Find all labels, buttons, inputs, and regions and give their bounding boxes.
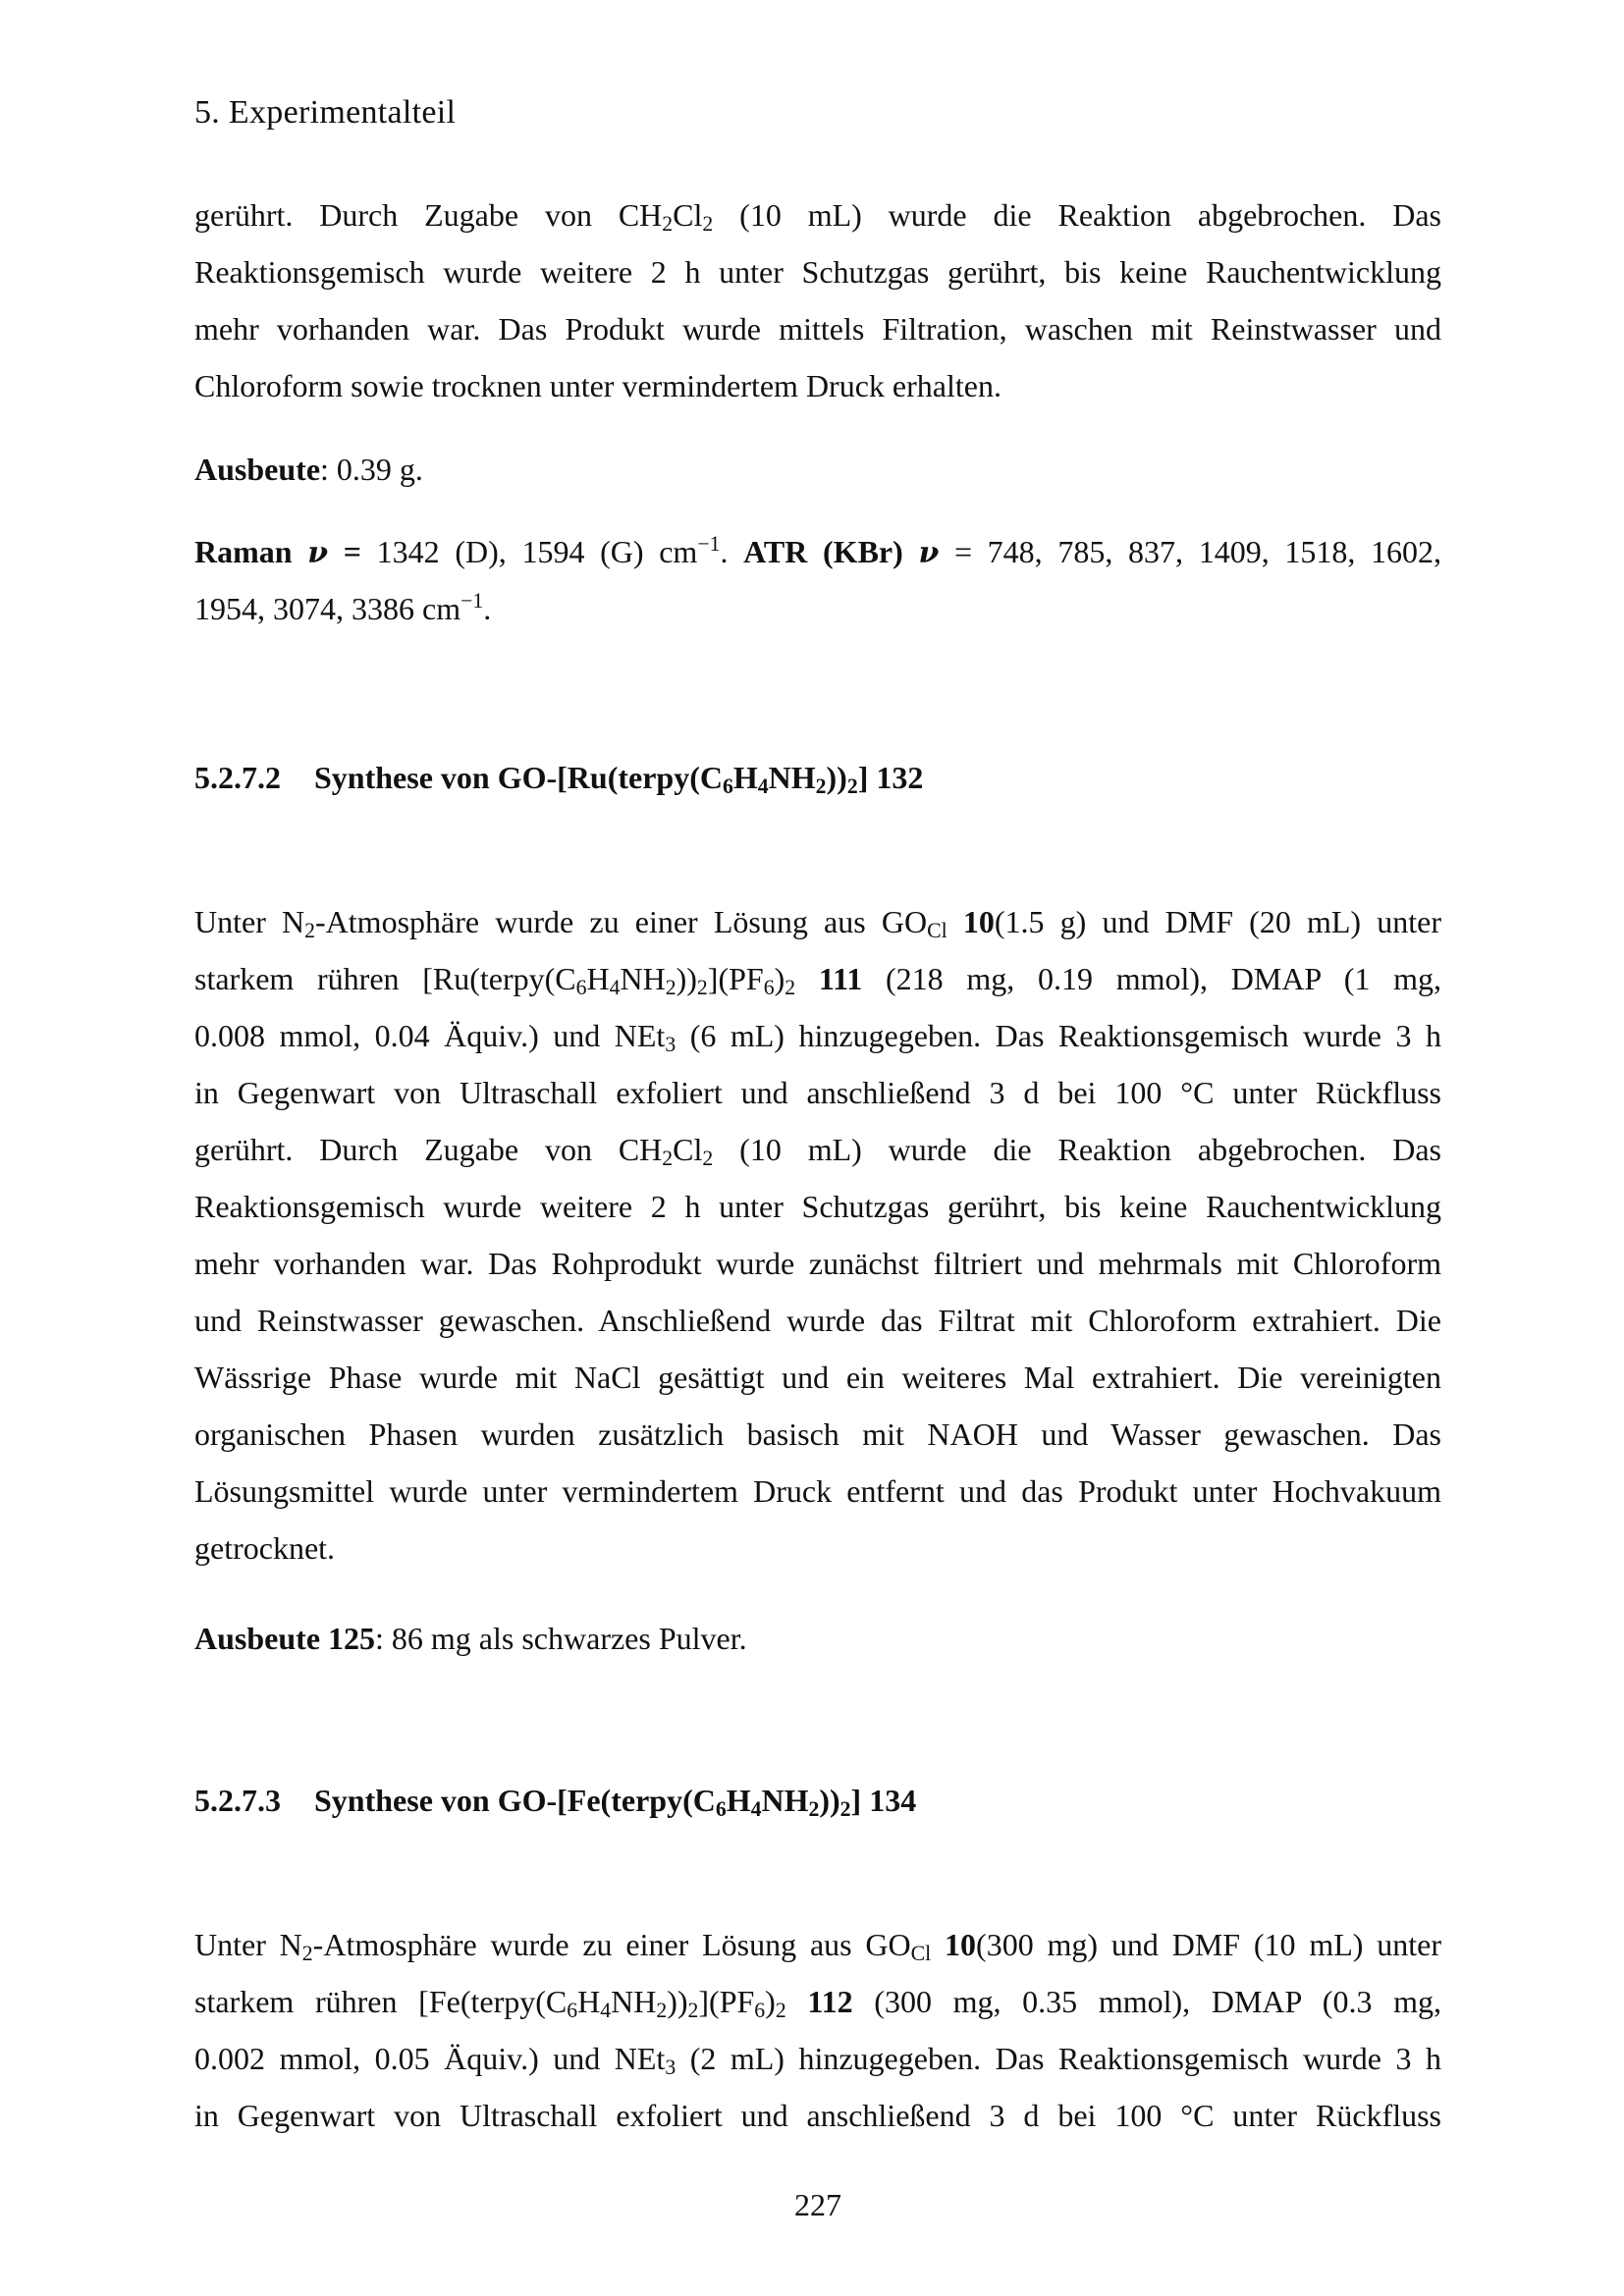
text-line: Raman ν = 1342 (D), 1594 (G) $cm^{-1}$. ATR (KBr) ν = 748, 785, 837, 1409, 1518, 1602, — [194, 532, 1442, 570]
text-line: mehr vorhanden war. Das Produkt wurde mittels Filtration, waschen mit Reinstwasser und — [194, 311, 1441, 347]
section-number: 5.2.7.3 — [194, 1783, 281, 1818]
text-line: Reaktionsgemisch wurde weitere 2 h unter Schutzgas gerührt, bis keine Rauchentwicklung — [194, 254, 1441, 290]
yield-value: : 0.39 g. — [320, 452, 423, 487]
text-line: mehr vorhanden war. Das Rohprodukt wurde zunächst filtriert und mehrmals mit Chloroform — [194, 1246, 1441, 1281]
text-line: gerührt. Durch Zugabe von $CH_2Cl_2$ (10 mL) wurde die Reaktion abgebrochen. Das — [194, 1132, 1442, 1170]
spectra-paragraph — [194, 523, 1441, 637]
text-line: starkem rühren $[Ru(terpy(C_6H_4NH_2))_2](PF_6)_2$ 111 (218 mg, 0.19 mmol), DMAP (1 mg, — [194, 961, 1442, 999]
text-line: Wässrige Phase wurde mit NaCl gesättigt und ein weiteres Mal extrahiert. Die vereinigten — [194, 1360, 1441, 1395]
text-line: starkem rühren $[Fe(terpy(C_6H_4NH_2))_2](PF_6)_2$ 112 (300 mg, 0.35 mmol), DMAP (0.3 mg, — [194, 1984, 1442, 2022]
document-page — [194, 0, 1441, 2296]
text-line: 0.002 mmol, 0.05 Äquiv.) und NEt$_3$ (2 mL) hinzugegeben. Das Reaktionsgemisch wurde 3 h — [194, 2041, 1442, 2079]
text-line: getrocknet. — [194, 1530, 336, 1566]
text-line: in Gegenwart von Ultraschall exfoliert und anschließend 3 d bei 100 °C unter Rückfluss — [194, 2098, 1441, 2133]
text-line: 1954, 3074, 3386 $cm^{-1}$. — [194, 589, 492, 626]
procedure-paragraph — [194, 1916, 1441, 2144]
yield-value: : 86 mg als schwarzes Pulver. — [375, 1621, 747, 1656]
section-heading — [194, 1783, 916, 1819]
yield-label: Ausbeute 125 — [194, 1621, 376, 1656]
section-title: Synthese von $GO-[Fe(terpy(C_6H_4NH_2))_2]$ 134 — [314, 1783, 917, 1821]
text-line: in Gegenwart von Ultraschall exfoliert und anschließend 3 d bei 100 °C unter Rückfluss — [194, 1075, 1441, 1110]
yield-line — [194, 1610, 1441, 1667]
running-header: 5. Experimentalteil — [194, 94, 457, 131]
text-line: Unter $N_2$-Atmosphäre wurde zu einer Lösung aus $GO_{Cl}$ 10(300 mg) und DMF (10 mL) unter — [194, 1927, 1442, 1965]
text-line: Lösungsmittel wurde unter vermindertem Druck entfernt und das Produkt unter Hochvakuum — [194, 1473, 1441, 1509]
text-line: Chloroform sowie trocknen unter vermindertem Druck erhalten. — [194, 368, 1001, 403]
text-line: Reaktionsgemisch wurde weitere 2 h unter Schutzgas gerührt, bis keine Rauchentwicklung — [194, 1189, 1441, 1224]
text-line: Unter $N_2$-Atmosphäre wurde zu einer Lösung aus $GO_{Cl}$ 10(1.5 g) und DMF (20 mL) unter — [194, 904, 1442, 942]
text-line: gerührt. Durch Zugabe von $CH_2Cl_2$ (10 mL) wurde die Reaktion abgebrochen. Das — [194, 197, 1442, 236]
text-line: und Reinstwasser gewaschen. Anschließend wurde das Filtrat mit Chloroform extrahiert. Die — [194, 1303, 1441, 1338]
section-title: Synthese von $GO-[Ru(terpy(C_6H_4NH_2))_2]$ 132 — [314, 760, 924, 798]
text-line: organischen Phasen wurden zusätzlich basisch mit NAOH und Wasser gewaschen. Das — [194, 1416, 1441, 1452]
text-line: 0.008 mmol, 0.04 Äquiv.) und NEt$_3$ (6 mL) hinzugegeben. Das Reaktionsgemisch wurde 3 h — [194, 1018, 1442, 1056]
procedure-paragraph — [194, 893, 1441, 1576]
section-heading — [194, 760, 923, 796]
yield-line — [194, 441, 1441, 498]
yield-label: Ausbeute — [194, 452, 321, 487]
section-number: 5.2.7.2 — [194, 760, 281, 795]
paragraph-continued — [194, 187, 1441, 414]
page-number: 227 — [794, 2187, 841, 2222]
